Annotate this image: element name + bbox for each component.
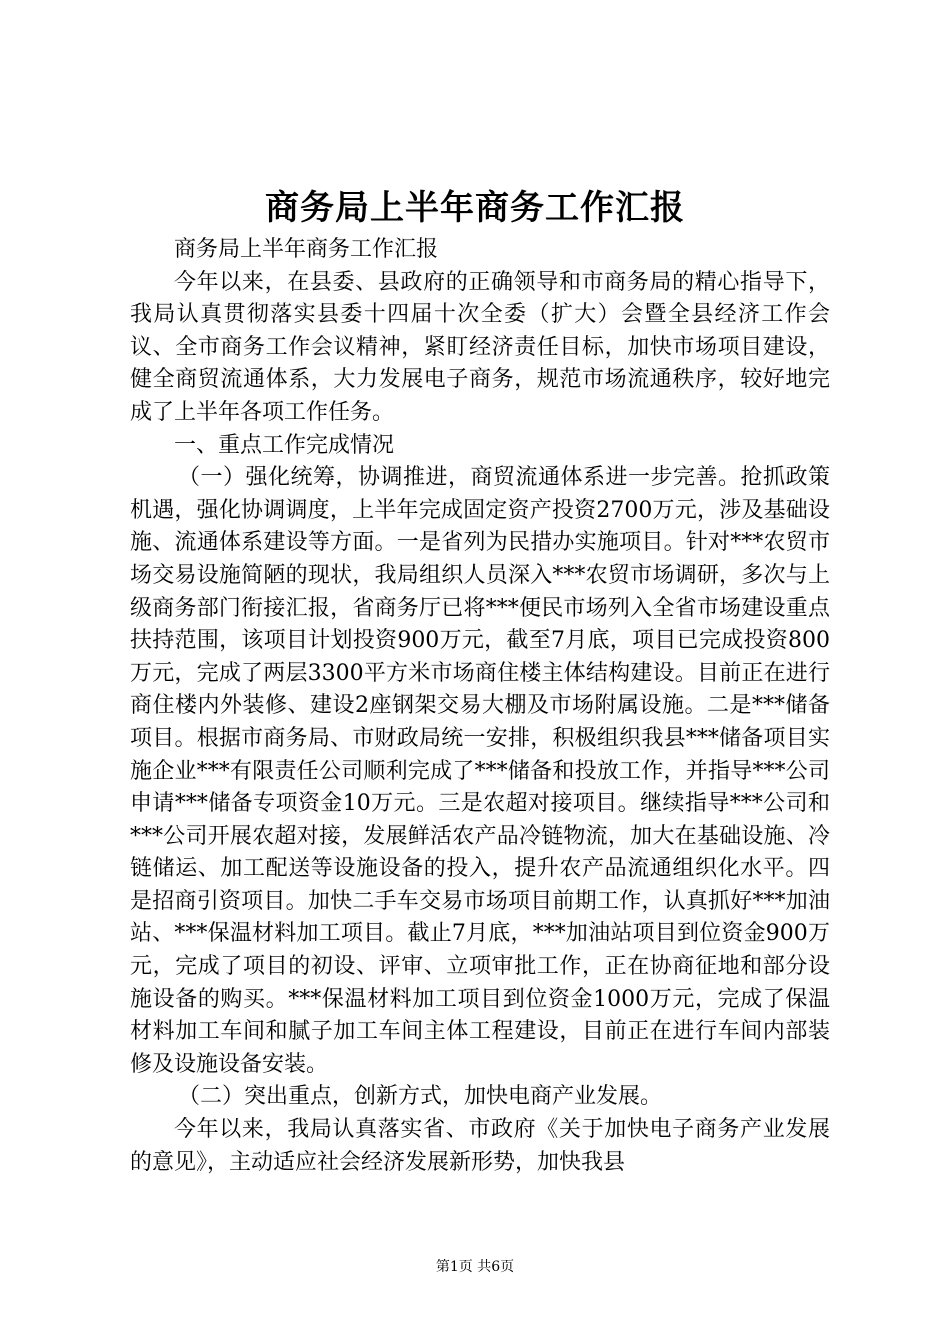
document-title: 商务局上半年商务工作汇报 xyxy=(265,188,685,228)
section-heading-1-2: （二）突出重点，创新方式，加快电商产业发展。 xyxy=(178,1084,663,1110)
paragraph-intro: 今年以来，在县委、县政府的正确领导和市商务局的精心指导下，我局认真贯彻落实县委十四届十次全委（扩大）会暨全县经济工作会议、全市商务工作会议精神，紧盯经济责任目标，加快市场项目建设，健全商贸流通体系，大力发展电子商务，规范市场流通秩序，较好地完成了上半年各项工作任务。 xyxy=(130,269,830,425)
paragraph-section-1-1: （一）强化统筹，协调推进，商贸流通体系进一步完善。抢抓政策机遇，强化协调调度，上半年完成固定资产投资2700万元，涉及基础设施、流通体系建设等方面。一是省列为民措办实施项目。针对***农贸市场交易设施简陋的现状，我局组织人员深入***农贸市场调研，多次与上级商务部门衔接汇报，省商务厅已将***便民市场列入全省市场建设重点扶持范围，该项目计划投资900万元，截至7月底，项目已完成投资800万元，完成了两层3300平方米市场商住楼主体结构建设。目前正在进行商住楼内外装修、建设2座钢架交易大棚及市场附属设施。二是***储备项目。根据市商务局、市财政局统一安排，积极组织我县***储备项目实施企业***有限责任公司顺利完成了***储备和投放工作，并指导***公司申请***储备专项资金10万元。三是农超对接项目。继续指导***公司和***公司开展农超对接，发展鲜活农产品冷链物流，加大在基础设施、冷链储运、加工配送等设施设备的投入，提升农产品流通组织化水平。四是招商引资项目。加快二手车交易市场项目前期工作，认真抓好***加油站、***保温材料加工项目。截止7月底，***加油站项目到位资金900万元，完成了项目的初设、评审、立项审批工作，正在协商征地和部分设施设备的购买。***保温材料加工项目到位资金1000万元，完成了保温材料加工车间和腻子加工车间主体工程建设，目前正在进行车间内部装修及设施设备安装。 xyxy=(130,465,830,1077)
page-footer: 第1页 共6页 xyxy=(435,1259,515,1275)
paragraph-ecommerce: 今年以来，我局认真落实省、市政府《关于加快电子商务产业发展的意见》，主动适应社会经济发展新形势，加快我县 xyxy=(130,1117,830,1175)
section-heading-1: 一、重点工作完成情况 xyxy=(174,432,395,458)
document-body xyxy=(130,234,830,1179)
paragraph-subtitle: 商务局上半年商务工作汇报 xyxy=(174,237,439,262)
